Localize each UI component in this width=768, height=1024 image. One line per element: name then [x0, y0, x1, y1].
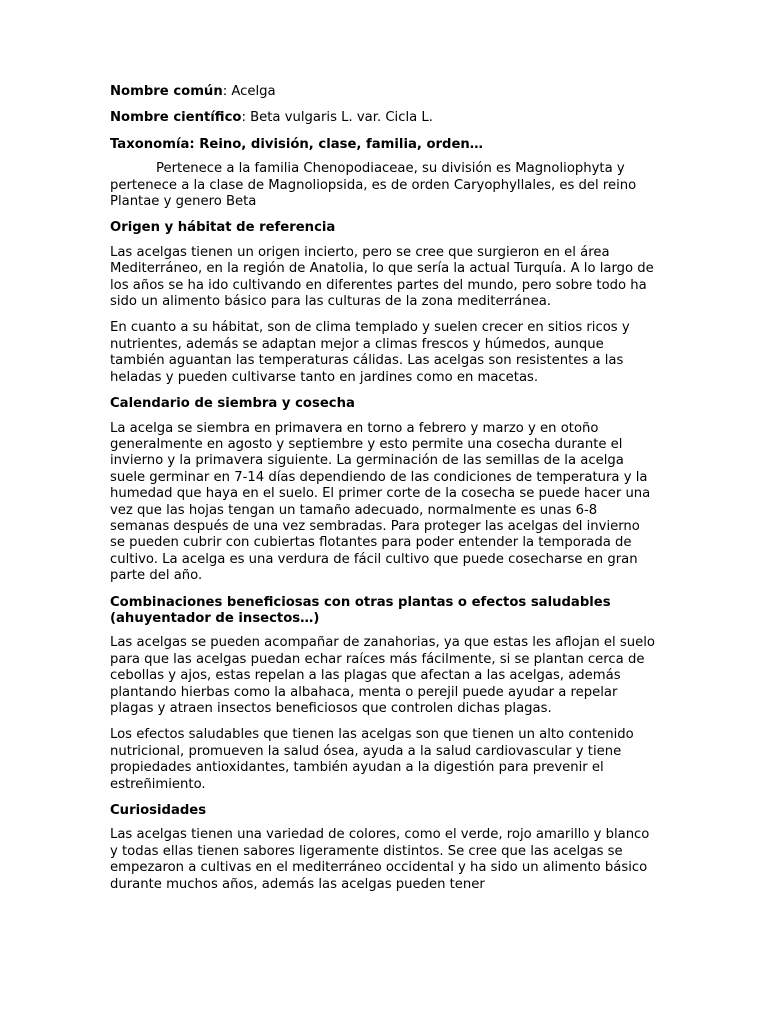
- origin-paragraph-1: Las acelgas tienen un origen incierto, pero se cree que surgieron en el área Mediterráneo, en la región de Anatolia, lo que sería la actual Turquía. A lo largo de los años se ha ido cultivando en diferentes partes del mundo, pero sobre todo ha sido un alimento básico para las culturas de la zona mediterránea.: [110, 244, 654, 310]
- common-name-value: : Acelga: [222, 84, 276, 99]
- common-name-line: [110, 84, 658, 100]
- combinations-paragraph-2: Los efectos saludables que tienen las acelgas son que tienen un alto contenido nutricional, promueven la salud ósea, ayuda a la salud cardiovascular y tiene propiedades antioxidantes, también ayudan a la digestión para prevenir el estreñimiento.: [110, 727, 634, 792]
- origin-paragraph-2: En cuanto a su hábitat, son de clima templado y suelen crecer en sitios ricos y nutrientes, además se adaptan mejor a climas frescos y húmedos, aunque también aguantan las temperaturas cálidas. Las acelgas son resistentes a las heladas y pueden cultivarse tanto en jardines como en macetas.: [110, 320, 630, 385]
- curiosities-heading: Curiosidades: [110, 803, 207, 819]
- document-page: [110, 84, 658, 903]
- scientific-name-value: : Beta vulgaris L. var. Cicla L.: [241, 110, 433, 126]
- scientific-name-label: Nombre científico: [110, 110, 242, 126]
- curiosities-paragraph-1: Las acelgas tienen una variedad de colores, como el verde, rojo amarillo y blanco y todas ellas tienen sabores ligeramente distintos. Se cree que las acelgas se empezaron a cultivas en el mediterráneo occidental y ha sido un alimento básico durante muchos años, además las acelgas pueden tener: [110, 827, 650, 892]
- common-name-label: Nombre común: [110, 84, 223, 99]
- scientific-name-line: [110, 110, 658, 126]
- combinations-paragraph-1: Las acelgas se pueden acompañar de zanahorias, ya que estas les aflojan el suelo para que las acelgas puedan echar raíces más fácilmente, si se plantan cerca de cebollas y ajos, estas repelan a las plagas que afectan a las acelgas, además plantando hierbas como la albahaca, menta o perejil puede ayudar a repelar plagas y atraen insectos beneficiosos que controlen dichas plagas.: [110, 635, 655, 716]
- calendar-heading: Calendario de siembra y cosecha: [110, 396, 355, 412]
- calendar-paragraph-1: La acelga se siembra en primavera en torno a febrero y marzo y en otoño generalmente en agosto y septiembre y esto permite una cosecha durante el invierno y la primavera siguiente. La germinación de las semillas de la acelga suele germinar en 7-14 días dependiendo de las condiciones de temperatura y la humedad que haya en el suelo. El primer corte de la cosecha se puede hacer una vez que las hojas tengan un tamaño adecuado, normalmente es unas 6-8 semanas después de una vez sembradas. Para proteger las acelgas del invierno se pueden cubrir con cubiertas flotantes para poder entender la temporada de cultivo. La acelga es una verdura de fácil cultivo que puede cosecharse en gran parte del año.: [110, 420, 651, 584]
- combinations-heading: Combinaciones beneficiosas con otras plantas o efectos saludables (ahuyentador de insectos…): [110, 594, 611, 626]
- taxonomy-heading: Taxonomía: Reino, división, clase, familia, orden…: [110, 136, 483, 152]
- taxonomy-paragraph: Pertenece a la familia Chenopodiaceae, su división es Magnoliophyta y pertenece a la clase de Magnoliopsida, es de orden Caryophyllales, es del reino Plantae y genero Beta: [110, 161, 637, 210]
- origin-heading: Origen y hábitat de referencia: [110, 220, 336, 236]
